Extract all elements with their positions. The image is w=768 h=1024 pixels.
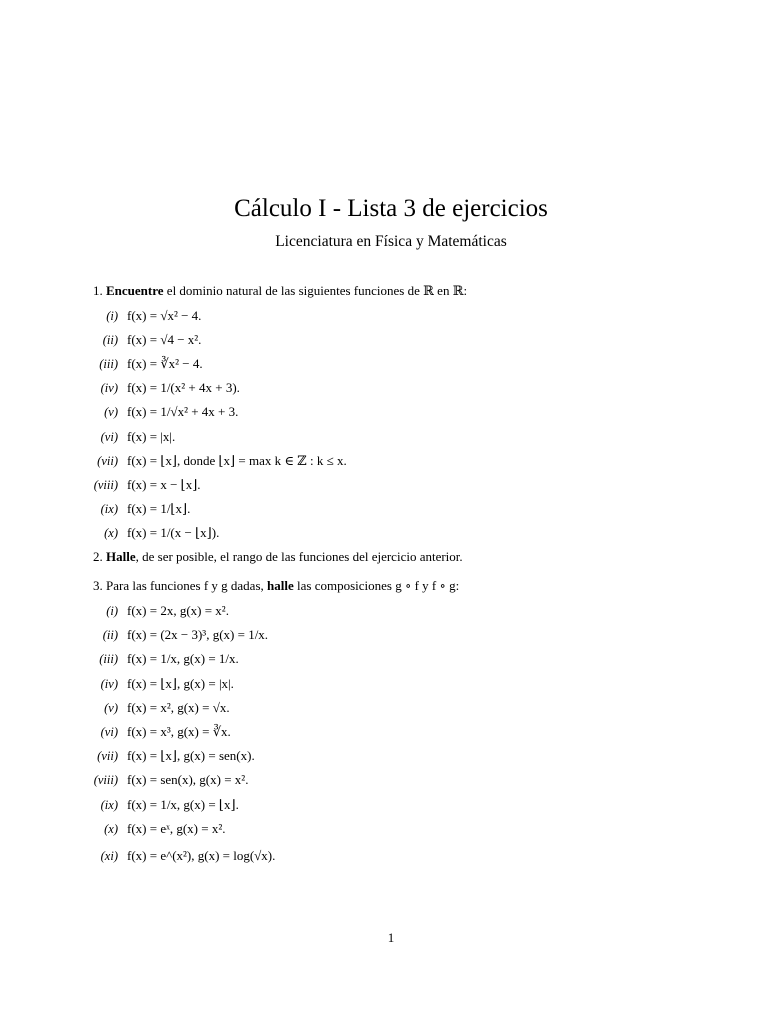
page-number: 1 [387, 930, 395, 945]
exercise-number: 2. [93, 549, 103, 564]
item-label: (viii) [93, 478, 118, 492]
item-expression: f(x) = eˣ, g(x) = x². [127, 821, 226, 836]
exercise-number: 3. [93, 578, 103, 593]
exercise-verb: Halle [106, 549, 136, 564]
item-expression: f(x) = |x|. [127, 429, 176, 444]
exercise-verb: Encuentre [106, 283, 164, 298]
item-expression: f(x) = ⌊x⌋, g(x) = |x|. [127, 676, 234, 691]
item-label: (iii) [99, 652, 118, 666]
item-expression: f(x) = √4 − x². [127, 332, 202, 347]
exercise-pretext: Para las funciones f y g dadas, [106, 578, 268, 593]
item-expression: f(x) = 1/x, g(x) = ⌊x⌋. [127, 797, 239, 812]
item-label: (x) [104, 526, 118, 540]
item-expression: f(x) = x³, g(x) = ∛x. [127, 724, 231, 739]
item-expression: f(x) = 1/√x² + 4x + 3. [127, 404, 239, 419]
item-label: (viii) [93, 773, 118, 787]
item-expression: f(x) = 1/⌊x⌋. [127, 501, 191, 516]
exercise-text: , de ser posible, el rango de las funciones del ejercicio anterior. [135, 549, 463, 564]
item-label: (iv) [100, 677, 118, 691]
item-expression: f(x) = x², g(x) = √x. [127, 700, 230, 715]
item-label: (x) [104, 822, 118, 836]
exercise-1-statement [93, 283, 467, 299]
document-title: Cálculo I - Lista 3 de ejercicios [234, 195, 548, 222]
item-expression: f(x) = ⌊x⌋, donde ⌊x⌋ = max k ∈ ℤ : k ≤ x. [127, 453, 347, 468]
exercise-text: las composiciones g ∘ f y f ∘ g: [293, 578, 460, 593]
item-expression: f(x) = e^(x²), g(x) = log(√x). [127, 848, 276, 863]
item-label: (i) [106, 309, 118, 323]
item-expression: f(x) = √x² − 4. [127, 308, 202, 323]
item-label: (ix) [100, 502, 118, 516]
item-expression: f(x) = 1/(x² + 4x + 3). [127, 380, 240, 395]
item-expression: f(x) = 2x, g(x) = x². [127, 603, 229, 618]
item-label: (iv) [100, 381, 118, 395]
item-label: (ix) [100, 798, 118, 812]
item-label: (vii) [97, 749, 118, 763]
exercise-verb: halle [267, 578, 294, 593]
item-label: (ii) [102, 333, 118, 347]
item-label: (vii) [97, 454, 118, 468]
item-expression: f(x) = sen(x), g(x) = x². [127, 772, 249, 787]
item-expression: f(x) = 1/x, g(x) = 1/x. [127, 651, 239, 666]
exercise-3-statement [93, 578, 459, 594]
item-expression: f(x) = x − ⌊x⌋. [127, 477, 201, 492]
item-label: (vi) [100, 430, 118, 444]
exercise-text: el dominio natural de las siguientes funciones de ℝ en ℝ: [163, 283, 468, 298]
item-expression: f(x) = ⌊x⌋, g(x) = sen(x). [127, 748, 255, 763]
item-expression: f(x) = (2x − 3)³, g(x) = 1/x. [127, 627, 269, 642]
item-label: (i) [106, 604, 118, 618]
item-label: (vi) [100, 725, 118, 739]
exercise-2-statement [93, 549, 463, 565]
document-subtitle: Licenciatura en Física y Matemáticas [275, 233, 507, 250]
item-label: (v) [104, 701, 118, 715]
item-expression: f(x) = ∛x² − 4. [127, 356, 203, 371]
item-label: (iii) [99, 357, 118, 371]
item-label: (ii) [102, 628, 118, 642]
item-label: (xi) [100, 849, 118, 863]
exercise-number: 1. [93, 283, 103, 298]
item-label: (v) [104, 405, 118, 419]
item-expression: f(x) = 1/(x − ⌊x⌋). [127, 525, 220, 540]
